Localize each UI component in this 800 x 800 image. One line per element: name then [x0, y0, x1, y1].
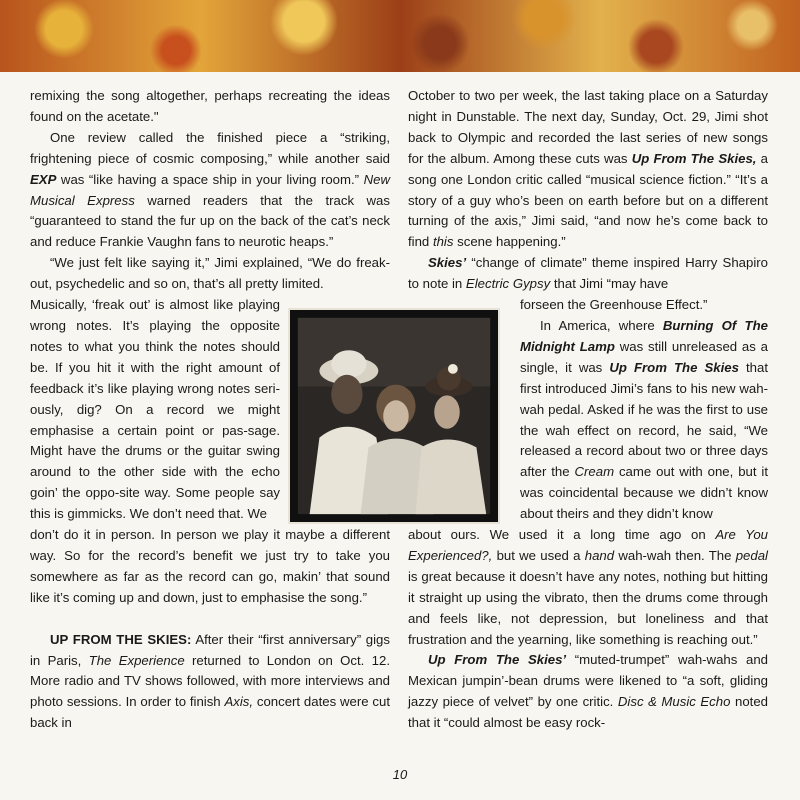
section-heading: UP FROM THE SKIES:: [50, 631, 192, 647]
left-paragraph-3: “We just felt like saying it,” Jimi explained, “We do freak-out, psychedelic and so on, that’s all pretty limited.: [30, 255, 390, 292]
left-paragraph-4: UP FROM THE SKIES: After their “first anniversary” gigs in Paris, The Experience returned to London on Oct. 12. More radio and TV shows followed, with more interviews and photo sessions. In order to finish Axis, concert dates were cut back in: [30, 631, 390, 731]
song-title: Up From The Skies,: [631, 150, 757, 166]
band-photo: [288, 308, 500, 524]
left-paragraph-3-tail: don’t do it in person. In person we play it maybe a different way. So for the record’s benefit we just try to take you somewhere as far as the record can go, makin’ that sound like it’s coming up and down, just to emphasise the song.”: [30, 527, 390, 605]
right-paragraph-3-tail: about ours. We used it a long time ago on Are You Experienced?, but we used a hand wah-wah then. The pedal is great because it doesn’t have any notes, nothing but hitting it straight up using the vibrato, then the drums come through and feels like, not depression, but loneliness and that frustration and the yearning, like something is reaching out.”: [408, 527, 769, 647]
right-narrow-text: forseen the Greenhouse Effect.” In America, where Burning Of The Midnight Lamp was still unreleased as a single, it was Up From The Skies that first introduced Jimi’s fans to his new wah-wah pedal. Asked if he was the first to use the wah effect on record, he said, “We released a record about two or three days after the Cream came out with one, but it was coincidental because we didn’t know about theirs and they didn’t know: [520, 297, 768, 522]
left-paragraph-2: One review called the finished piece a “striking, frightening piece of cosmic composing,” while another said EXP was “like having a space ship in your living room.” New Musical Express warned readers that the track was “guaranteed to stand the fur up on the back of the cat’s neck and reduce Frankie Vaughn fans to neurotic heaps.”: [30, 129, 390, 250]
band-photo-image: [290, 310, 498, 522]
right-paragraph-1: October to two per week, the last taking place on a Saturday night in Dunstable. The next day, Sunday, Oct. 29, Jimi shot back to Olympic and recorded the last series of new songs for the album. Among these cuts was Up From The Skies, a song one London critic called “musical science fiction.” “It’s a story of a guy who’s been on earth before but on a different turning of the axis,” Jimi said, “and now he’s come back to find this scene happening.”: [408, 88, 768, 250]
page-number: 10: [392, 767, 408, 782]
exp-title: EXP: [30, 171, 57, 187]
left-narrow-text: Musically, ‘freak out’ is almost like playing wrong notes. It’s playing the opposite notes to what you think the notes should be. If you hit it with the right amount of feedback it’s like playing wrong notes seri-ously, dig? On a record we might emphasise a certain point or pas-sage. Might have the drums or the guitar swing around to the other side with the echo goin’ the oppo-site way. Some people say this is gimmicks. We don’t need that. We: [30, 297, 281, 522]
top-artwork-banner: [0, 0, 800, 72]
right-paragraph-4: Up From The Skies’ “muted-trumpet” wah-wahs and Mexican jumpin’-bean drums were likened to “a soft, gliding jazzy piece of velvet” by one critic. Disc & Music Echo noted that it “could almost be easy rock-: [408, 652, 768, 731]
right-paragraph-2: Skies’ “change of climate” theme inspired Harry Shapiro to note in Electric Gypsy that Jimi “may have: [408, 255, 768, 292]
left-paragraph-1: remixing the song altogether, perhaps recreating the ideas found on the acetate.": [30, 88, 390, 124]
nme-title: New Musical Express: [30, 171, 390, 208]
